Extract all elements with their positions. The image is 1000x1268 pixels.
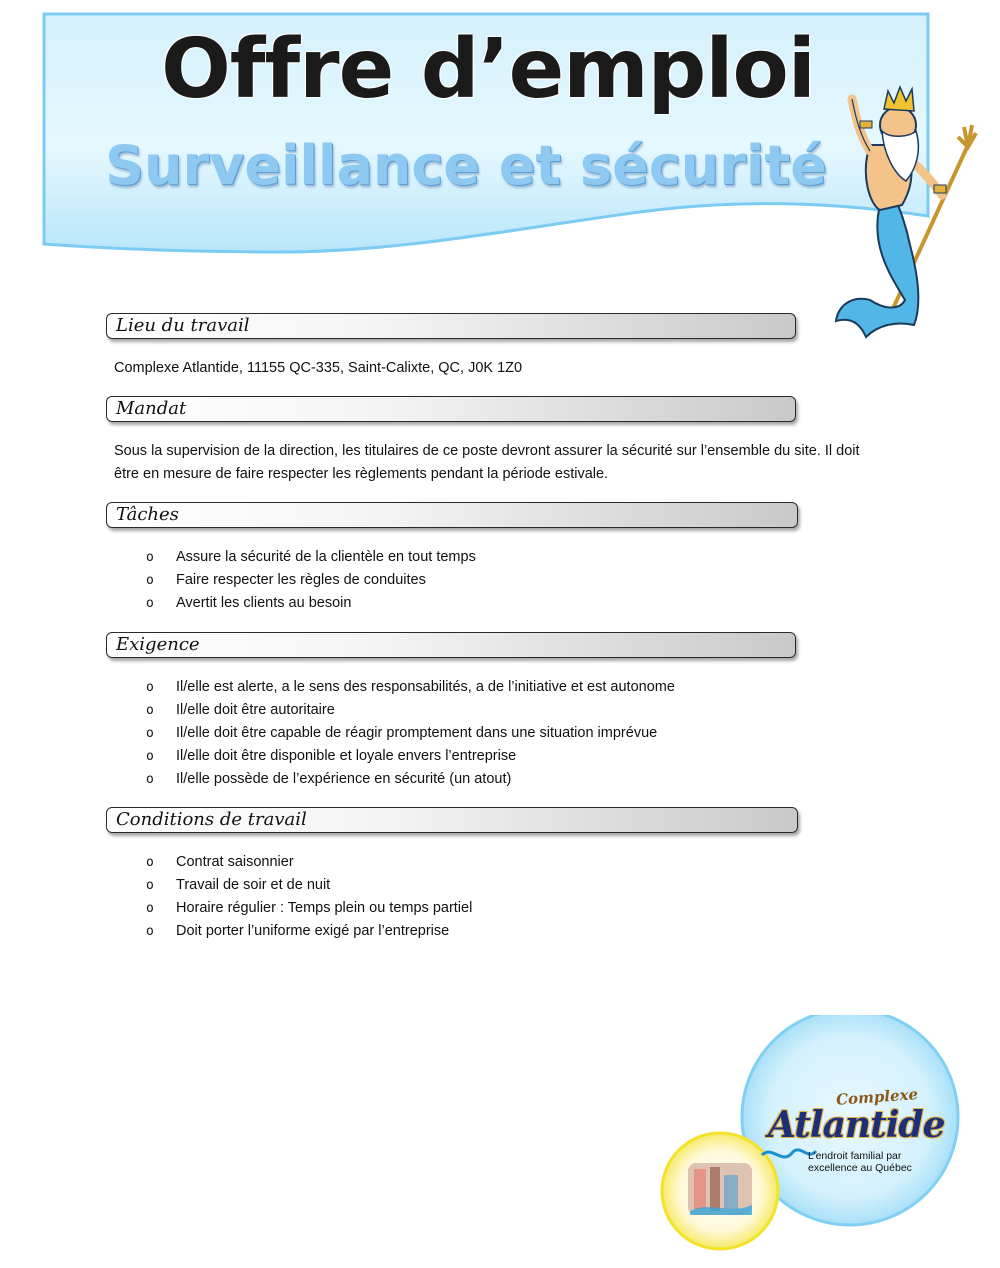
lieu-text: Complexe Atlantide, 11155 QC-335, Saint-Calixte, QC, J0K 1Z0 [114, 360, 523, 376]
list-item: o Avertit les clients au besoin [146, 592, 476, 615]
list-item: o Il/elle doit être disponible et loyale envers l’entreprise [146, 745, 675, 768]
list-item: o Il/elle possède de l’expérience en sécurité (un atout) [146, 768, 675, 791]
section-heading-mandat [106, 396, 796, 422]
list-item: o Contrat saisonnier [146, 851, 472, 874]
list-item: o Horaire régulier : Temps plein ou temps partiel [146, 897, 472, 920]
section-heading-conditions [106, 807, 798, 833]
section-heading-taches-label: Tâches [116, 504, 179, 525]
waterpark-photo-icon [688, 1163, 752, 1215]
mandat-text: Sous la supervision de la direction, les titulaires de ce poste devront assurer la sécurité sur l’ensemble du site. Il doit être en mesure de faire respecter les règlements pendant la période estivale. [114, 443, 860, 482]
list-item: o Assure la sécurité de la clientèle en tout temps [146, 546, 476, 569]
conditions-list [146, 851, 472, 943]
section-heading-mandat-label: Mandat [116, 398, 187, 419]
section-heading-exigence-label: Exigence [116, 634, 200, 655]
list-item: o Il/elle doit être capable de réagir promptement dans une situation imprévue [146, 722, 675, 745]
section-heading-lieu [106, 313, 796, 339]
list-item: o Travail de soir et de nuit [146, 874, 472, 897]
list-item: o Faire respecter les règles de conduites [146, 569, 476, 592]
section-heading-exigence [106, 632, 796, 658]
section-heading-lieu-label: Lieu du travail [116, 315, 250, 336]
section-heading-conditions-label: Conditions de travail [116, 809, 307, 830]
page-title: Offre d’emploi [161, 22, 815, 117]
logo-name-text: Atlantide [768, 1104, 945, 1146]
exigence-list [146, 676, 675, 791]
list-item: o Il/elle est alerte, a le sens des responsabilités, a de l’initiative et est autonome [146, 676, 675, 699]
logo-brand-text: Complexe [835, 1085, 919, 1109]
list-item: o Il/elle doit être autoritaire [146, 699, 675, 722]
logo-tagline: L’endroit familial par excellence au Québec [808, 1150, 912, 1174]
taches-list [146, 546, 476, 615]
page-subtitle: Surveillance et sécurité [105, 134, 827, 197]
section-heading-taches [106, 502, 798, 528]
merman-mascot-illustration [830, 85, 990, 355]
list-item: o Doit porter l’uniforme exigé par l’entreprise [146, 920, 472, 943]
